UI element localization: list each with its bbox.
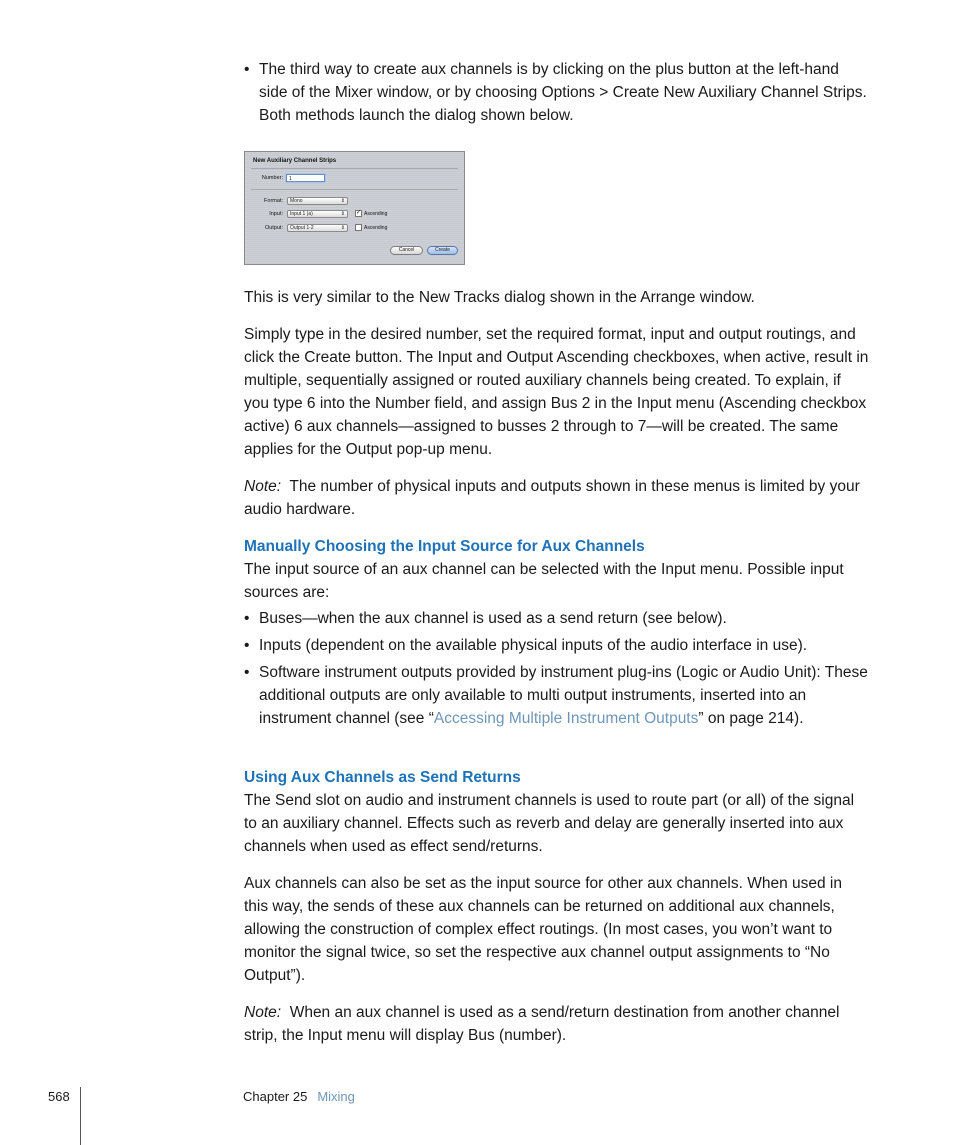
bullet-software-instruments — [244, 661, 870, 730]
note-block-2 — [244, 1001, 870, 1047]
popup-arrows-icon: ⇕ — [340, 211, 345, 217]
paragraph-similar: This is very similar to the New Tracks dialog shown in the Arrange window. — [244, 289, 755, 306]
number-label: Number: — [261, 175, 283, 181]
popup-arrows-icon: ⇕ — [340, 225, 345, 231]
heading-input-source: Manually Choosing the Input Source for Aux Channels — [244, 538, 645, 555]
note-2 — [244, 1001, 870, 1047]
note-block-1 — [244, 475, 870, 521]
cancel-button[interactable]: Cancel — [390, 246, 423, 255]
note-label: Note: — [244, 478, 282, 495]
dialog-divider — [251, 168, 458, 169]
bullet3-text-pre: Software instrument outputs provided by instrument plug-ins (Logic or Audio Unit): These additional outputs are only available to multi output instruments, inserted into an instrument channel (see “ — [259, 664, 868, 727]
paragraph-input-source: The input source of an aux channel can be selected with the Input menu. Possible input sources are: — [244, 561, 844, 601]
section-send-returns — [244, 766, 870, 858]
note-1 — [244, 475, 870, 521]
body-block-3 — [244, 872, 870, 987]
bullet-buses: • Buses—when the aux channel is used as a send return (see below). — [244, 607, 870, 630]
note-text: When an aux channel is used as a send/return destination from another channel strip, the Input menu will display Bus (number). — [244, 1004, 840, 1044]
section-input-source — [244, 535, 870, 604]
paragraph-aux-input-source: Aux channels can also be set as the input source for other aux channels. When used in this way, the sends of these aux channels can be returned on additional aux channels, allowing the construction of complex effect routings. (In most cases, you won’t want to monitor the signal twice, so set the respective aux channel output assignments to “No Output”). — [244, 875, 842, 984]
paragraph-instructions: Simply type in the desired number, set the required format, input and output routings, and click the Create button. The Input and Output Ascending checkboxes, when active, result in multiple, sequentially assigned or routed auxiliary channels being created. To explain, if you type 6 into the Number field, and assign Bus 2 in the Input menu (Ascending checkbox active) 6 aux channels—assigned to busses 2 through to 7—will be created. The same applies for the Output pop-up menu. — [244, 326, 869, 458]
number-field[interactable]: 1 — [286, 174, 325, 182]
intro-bullet: • The third way to create aux channels is by clicking on the plus button at the left-hand side of the Mixer window, or by choosing Options > Create New Auxiliary Channel Strips. Both methods launch the dialog shown below. — [244, 58, 870, 127]
heading-send-returns: Using Aux Channels as Send Returns — [244, 769, 521, 786]
format-popup[interactable] — [287, 197, 348, 205]
input-label: Input: — [269, 211, 283, 217]
format-value: Mono — [290, 198, 303, 204]
bullet3-text-post: ” on page 214). — [698, 710, 804, 727]
note-label: Note: — [244, 1004, 282, 1021]
bullet-inputs: • Inputs (dependent on the available physical inputs of the audio interface in use). — [244, 634, 870, 657]
input-ascending-checkbox[interactable]: ✓ — [356, 210, 362, 216]
dialog-title: New Auxiliary Channel Strips — [253, 158, 337, 164]
input-popup[interactable] — [287, 210, 348, 218]
output-value: Output 1-2 — [290, 225, 314, 231]
output-ascending-checkbox[interactable] — [355, 224, 362, 231]
note-text: The number of physical inputs and outputs shown in these menus is limited by your audio hardware. — [244, 478, 860, 518]
footer-rule — [80, 1087, 81, 1145]
input-ascending-label: Ascending — [364, 211, 388, 217]
create-button[interactable]: Create — [427, 246, 458, 255]
paragraph-send-slot: The Send slot on audio and instrument channels is used to route part (or all) of the signal to an auxiliary channel. Effects such as reverb and delay are generally inserted into aux channels when used as effect send/returns. — [244, 792, 855, 855]
chapter-section-link[interactable]: Mixing — [317, 1089, 355, 1104]
chapter-label: Chapter 25 — [243, 1089, 308, 1104]
bullet-list — [244, 607, 870, 730]
dialog-divider-2 — [251, 189, 458, 190]
output-ascending-label: Ascending — [364, 225, 388, 231]
body-block-1 — [244, 286, 870, 309]
output-label: Output: — [264, 225, 283, 231]
page-number: 568 — [48, 1089, 70, 1104]
output-popup[interactable] — [287, 224, 348, 232]
format-label: Format: — [264, 198, 283, 204]
new-aux-channel-dialog — [244, 151, 465, 265]
link-accessing-multiple-outputs[interactable]: Accessing Multiple Instrument Outputs — [433, 710, 699, 727]
popup-arrows-icon: ⇕ — [340, 198, 345, 204]
chapter-footer — [243, 1089, 355, 1104]
body-block-2 — [244, 323, 870, 461]
intro-block — [244, 58, 870, 127]
input-value: Input 1 (a) — [290, 211, 313, 217]
